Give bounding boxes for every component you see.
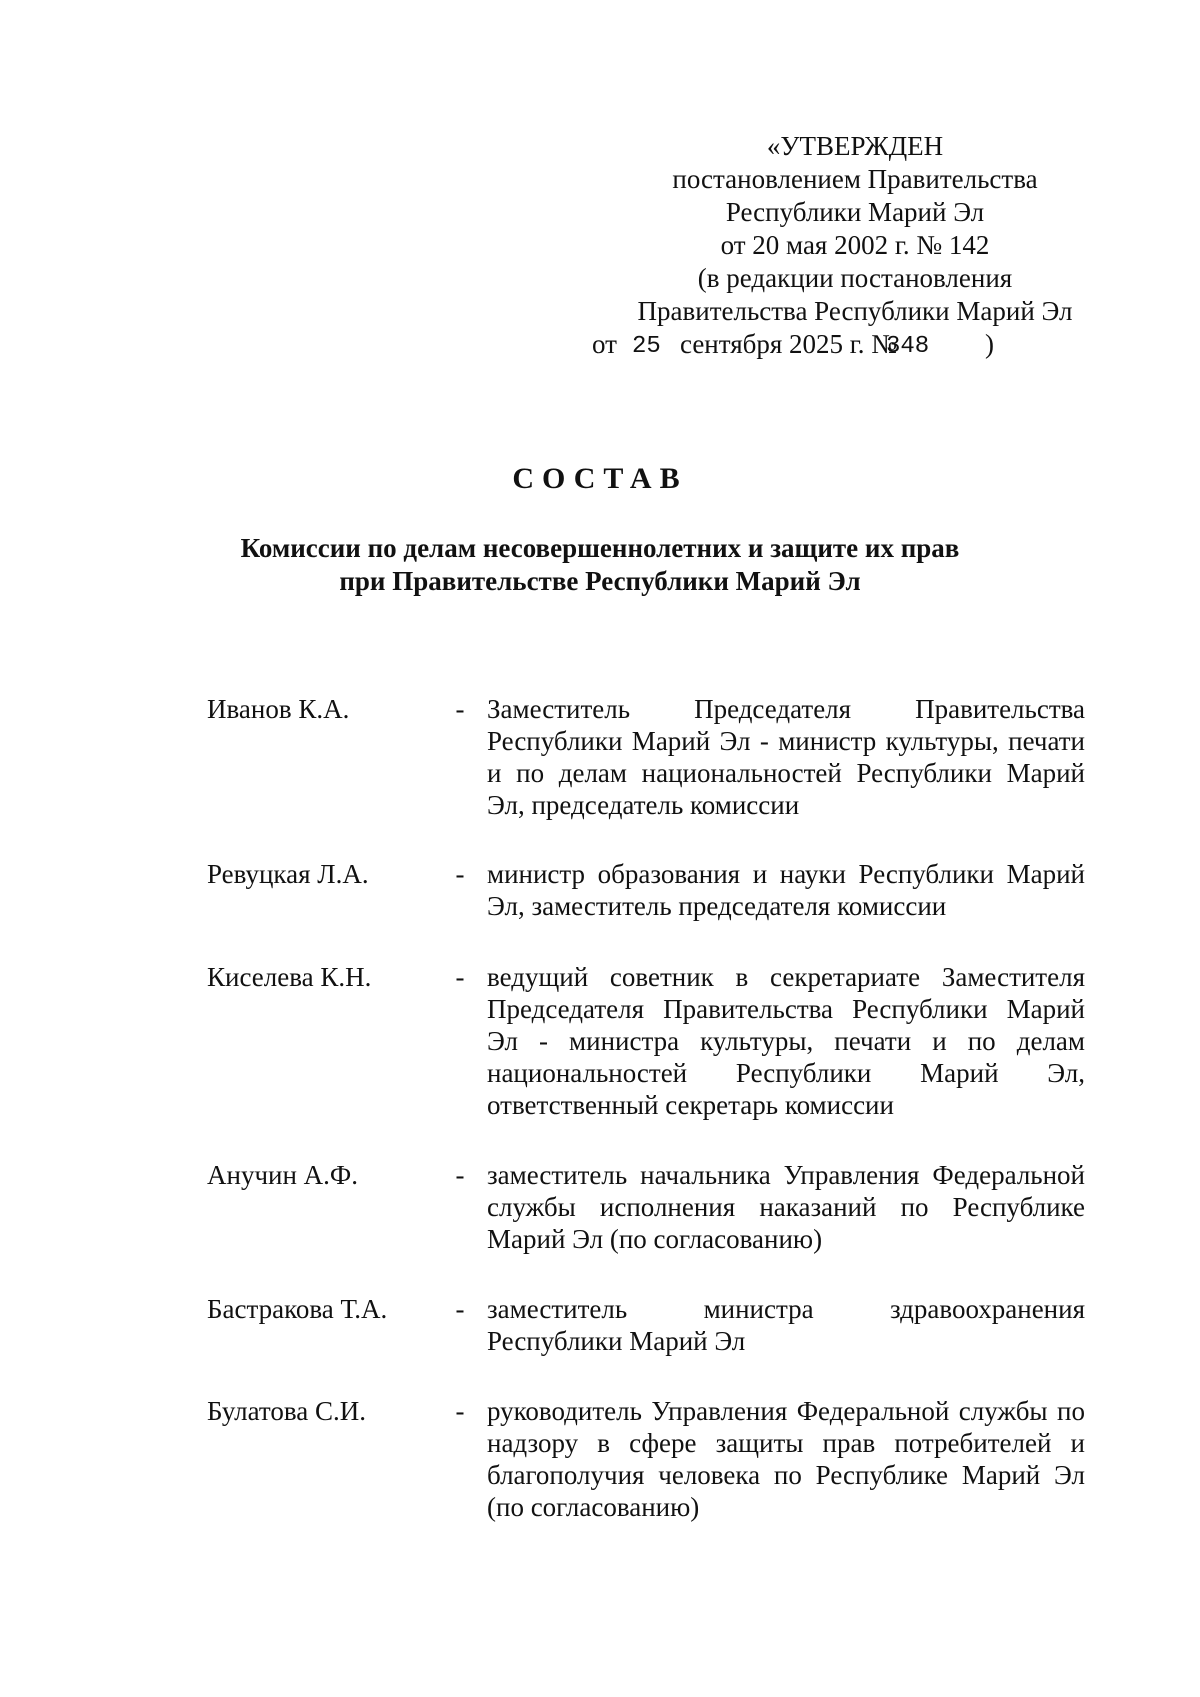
approval-line-approved: «УТВЕРЖДЕН [766,131,944,161]
subtitle-line-1: Комиссии по делам несовершеннолетних и защите их прав [240,533,960,563]
member-name: Булатова С.И. [207,1396,366,1426]
member-dash: - [455,694,465,724]
amendment-day: 25 [632,333,661,360]
approval-line-edition: (в редакции постановления [697,263,1013,293]
member-row [207,858,1097,922]
member-dash: - [455,859,465,889]
member-row [207,961,1097,1121]
approval-stamp [592,130,1090,361]
member-role: заместитель министра здравоохранения Республики Марий Эл [487,1294,1085,1356]
subtitle-line-2: при Правительстве Республики Марий Эл [339,566,861,596]
member-name: Иванов К.А. [207,694,350,724]
approval-line-amendment-date [592,328,1090,361]
member-row [207,693,1097,821]
amendment-number: 348 [886,333,930,360]
approval-line-original-date: от 20 мая 2002 г. № 142 [720,230,990,260]
member-role: ведущий советник в секретариате Заместителя Председателя Правительства Республики Марий Эл - министра культуры, печати и по делам национальностей Республики Марий Эл, ответственный секретарь комиссии [487,962,1085,1120]
member-role: министр образования и науки Республики Марий Эл, заместитель председателя комиссии [487,859,1085,921]
member-dash: - [455,1294,465,1324]
approval-line-government: Правительства Республики Марий Эл [637,296,1073,326]
member-role: заместитель начальника Управления Федеральной службы исполнения наказаний по Республике Марий Эл (по согласованию) [487,1160,1085,1254]
members-list [207,693,1097,1523]
approval-line-decree: постановлением Правительства [672,164,1038,194]
member-name: Анучин А.Ф. [207,1160,359,1190]
amendment-prefix: от [592,329,617,359]
member-row [207,1159,1097,1255]
page-title: СОСТАВ [512,462,688,495]
member-name: Киселева К.Н. [207,962,372,992]
member-row [207,1395,1097,1523]
member-dash: - [455,1396,465,1426]
approval-line-republic: Республики Марий Эл [725,197,985,227]
member-row [207,1293,1097,1357]
member-name: Ревуцкая Л.А. [207,859,369,889]
commission-subtitle [0,532,1200,598]
member-role: Заместитель Председателя Правительства Республики Марий Эл - министр культуры, печати и по делам национальностей Республики Марий Эл, председатель комиссии [487,694,1085,820]
member-name: Бастракова Т.А. [207,1294,388,1324]
amendment-close-paren: ) [985,329,994,359]
amendment-month-year: сентября 2025 г. № [680,329,898,359]
member-dash: - [455,1160,465,1190]
member-dash: - [455,962,465,992]
member-role: руководитель Управления Федеральной службы по надзору в сфере защиты прав потребителей и благополучия человека по Республике Марий Эл (по согласованию) [487,1396,1085,1522]
